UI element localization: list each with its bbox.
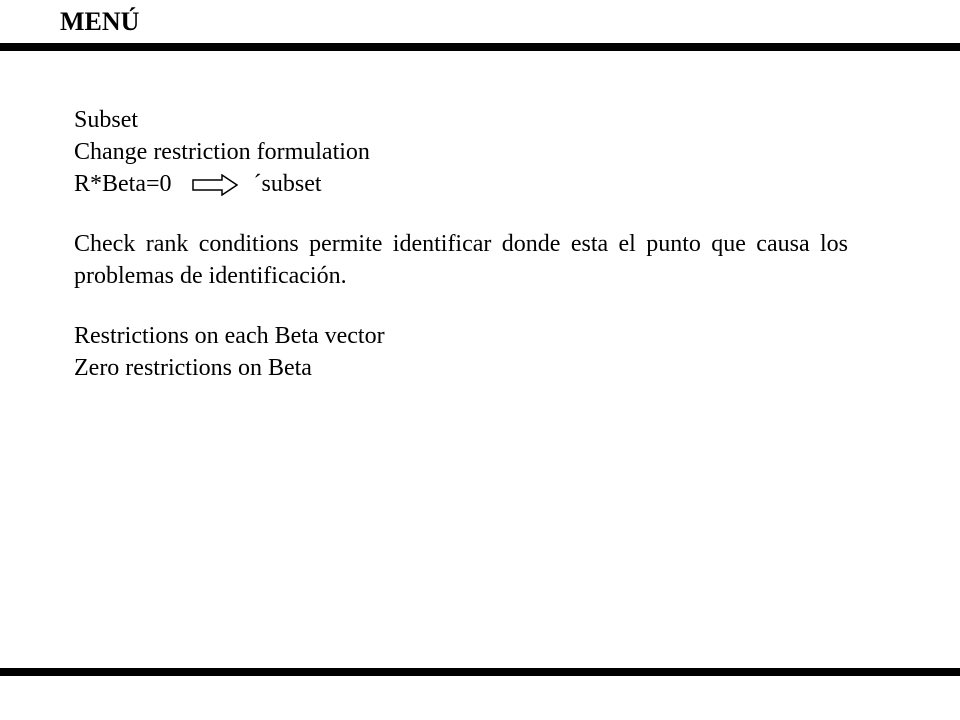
spacer [74, 200, 848, 228]
rbeta-equation: R*Beta=0 [74, 171, 172, 197]
right-arrow-icon [192, 174, 238, 196]
bottom-divider [0, 668, 960, 676]
menu-item-zero-restrictions: Zero restrictions on Beta [74, 355, 312, 381]
slide-title: MENÚ [60, 7, 140, 36]
top-divider [0, 43, 960, 51]
rbeta-subset-label: ´subset [253, 171, 322, 197]
menu-content [74, 104, 848, 384]
menu-item-restrictions-each: Restrictions on each Beta vector [74, 323, 385, 349]
menu-item-change-restriction: Change restriction formulation [74, 139, 370, 165]
spacer [74, 292, 848, 320]
menu-item-subset: Subset [74, 107, 139, 133]
menu-item-rbeta-row [74, 168, 848, 200]
check-rank-paragraph: Check rank conditions permite identificar donde esta el punto que causa los problemas de identificación. [74, 231, 848, 289]
